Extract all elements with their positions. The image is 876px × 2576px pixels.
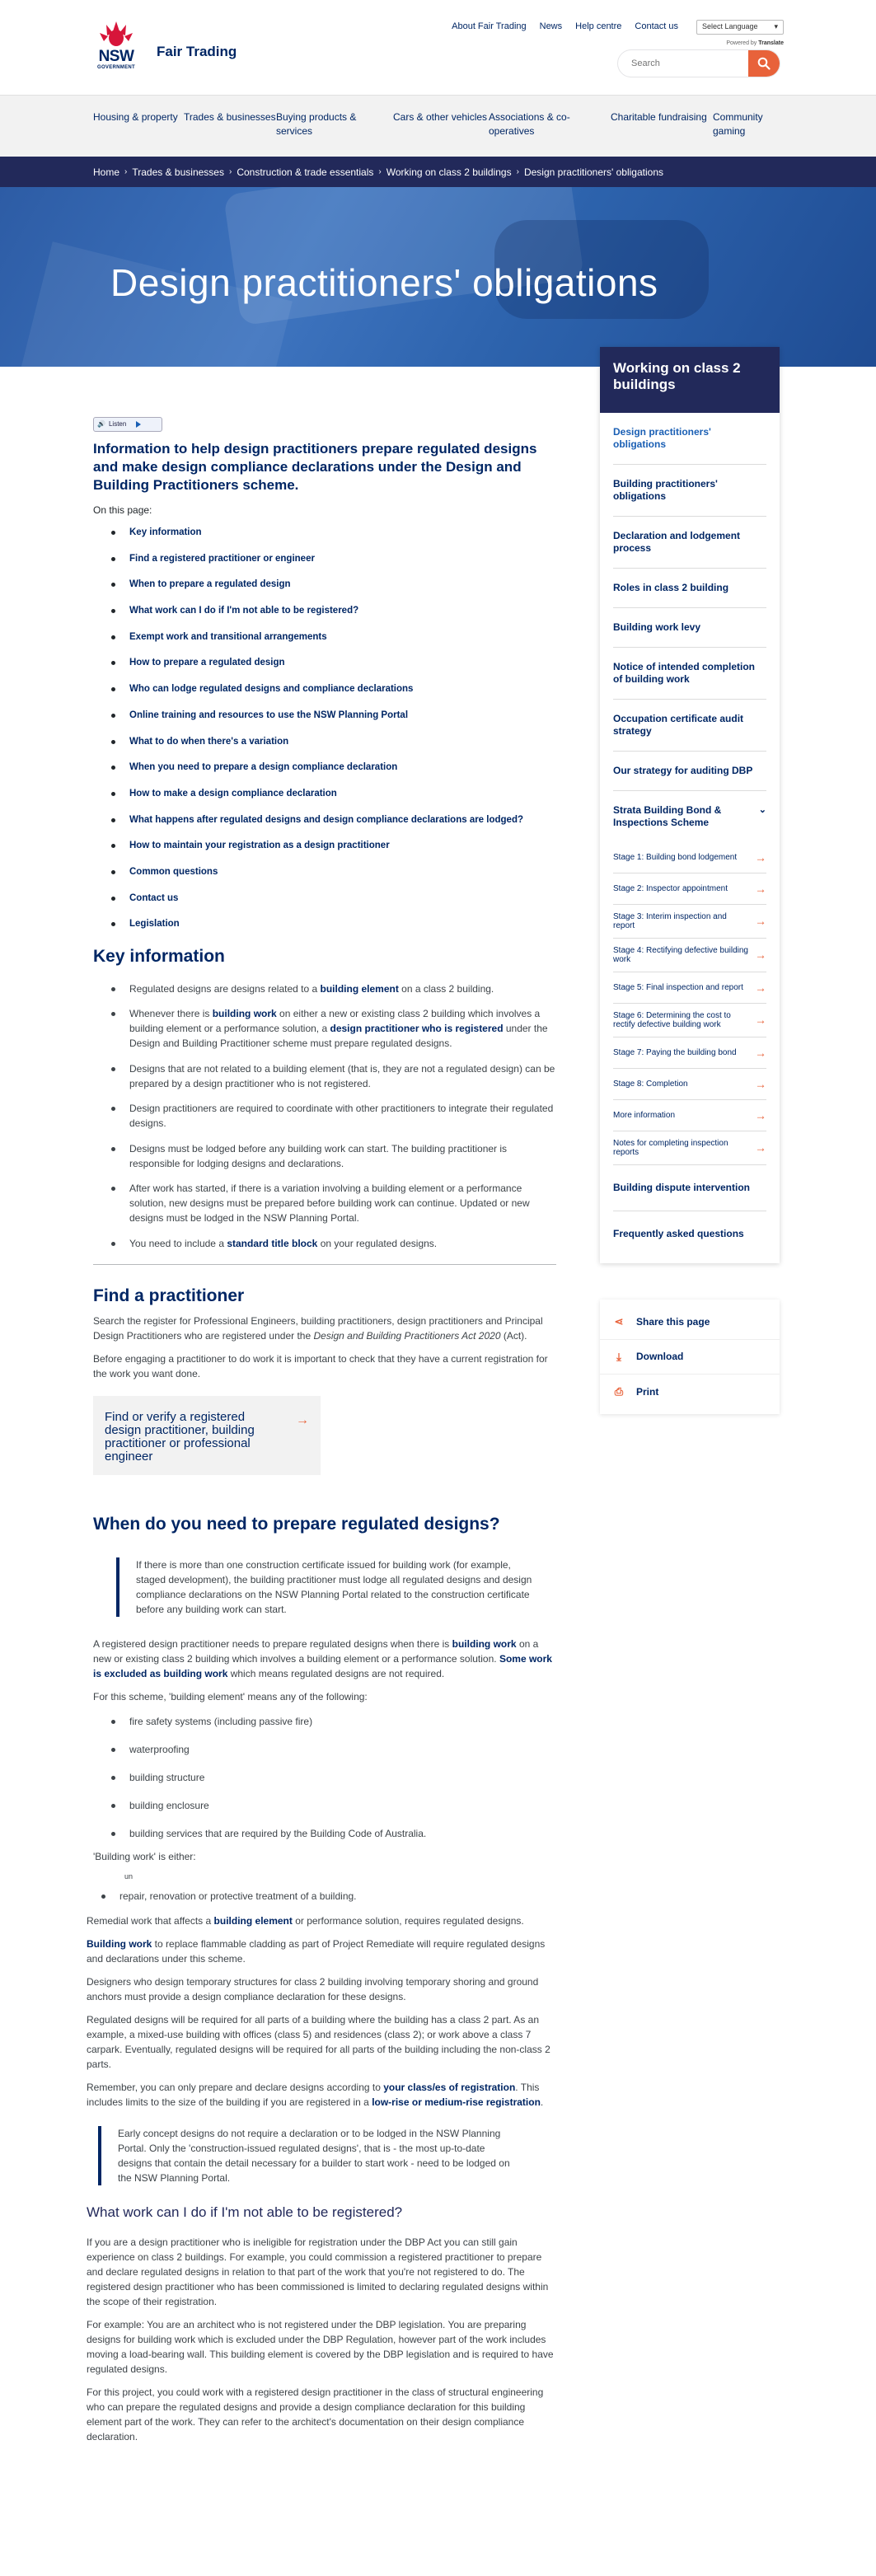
nav-cars-vehicles[interactable]: Cars & other vehicles <box>393 111 488 123</box>
search-icon <box>757 57 771 70</box>
callout-box: Early concept designs do not require a declaration or to be lodged in the NSW Planning Portal. Only the 'construction-issued regulated designs', that is - the most up-to-date designs that contain the detail necessary for a builder to start work - need to be lodged on the NSW Planning Portal. <box>98 2126 517 2185</box>
arrow-right-icon: → <box>755 1077 766 1090</box>
list-item: Designs must be lodged before any building work can start. The building practitioner is responsible for lodging designs and declarations. <box>111 1141 556 1171</box>
chevron-right-icon: › <box>124 167 128 176</box>
find-practitioner-card[interactable] <box>93 1396 321 1475</box>
powered-by-text: Powered by <box>726 40 757 46</box>
toc-link[interactable]: How to make a design compliance declaration <box>111 787 556 800</box>
speaker-icon: 🔊 <box>97 420 105 428</box>
list-item: waterproofing <box>111 1742 556 1757</box>
logo-text: NSW <box>98 48 134 65</box>
arrow-right-icon: → <box>755 948 766 962</box>
find-practitioner-text: Search the register for Professional Engineers, building practitioners, design practitioners and Principal Design Practitioners who are registered under the Design and Building Practitioners Act 2020 (Act). <box>93 1315 543 1342</box>
sidebar-subitem-stage-6[interactable]: Stage 6: Determining the cost to rectify defective building work → <box>613 1004 766 1037</box>
toc-link[interactable]: Contact us <box>111 892 556 905</box>
sidebar-subitem-stage-8[interactable]: Stage 8: Completion → <box>613 1069 766 1100</box>
link-excluded-work[interactable]: Some work is excluded as building work <box>93 1652 552 1679</box>
intro-text: Information to help design practitioners prepare regulated designs and make design compliance declarations under the Design and Building Practitioners scheme. <box>93 441 537 493</box>
sidebar-item-label: Strata Building Bond & Inspections Scheme <box>613 804 722 828</box>
link-standard-title-block[interactable]: standard title block <box>227 1237 318 1249</box>
sidebar-item-declaration-lodgement[interactable]: Declaration and lodgement process <box>613 517 766 569</box>
powered-by <box>726 40 784 49</box>
list-item: building services that are required by the Building Code of Australia. <box>111 1826 556 1841</box>
find-practitioner-note: Before engaging a practitioner to do work it is important to check that they have a current registration for the work you want done. <box>93 1353 548 1379</box>
key-information-heading: Key information <box>93 947 225 966</box>
search-button[interactable] <box>748 50 780 77</box>
main-content <box>87 367 556 2444</box>
print-button[interactable]: ⎙ Print <box>600 1375 780 1409</box>
page-title: Design practitioners' obligations <box>110 261 658 304</box>
paragraph: If you are a design practitioner who is ineligible for registration under the DBP Act you can still gain experience on class 2 buildings. For example, you could commission a registered practitioner to prepare and declare regulated designs in relation to that part of the work that you're not registered to do. The registered design practitioner who has been commissioned is limited to declaring regulated designs within the scope of their registration. <box>87 2236 549 2307</box>
on-this-page-list <box>111 526 556 930</box>
sidebar-item-notice-completion[interactable]: Notice of intended completion of building work <box>613 648 766 700</box>
sidebar-item-auditing-dbp[interactable]: Our strategy for auditing DBP <box>613 752 766 791</box>
play-icon <box>136 421 141 428</box>
nsw-government-logo[interactable] <box>93 20 139 71</box>
divider <box>93 1264 556 1265</box>
arrow-right-icon: → <box>755 1140 766 1155</box>
sidebar-item-occupation-certificate[interactable]: Occupation certificate audit strategy <box>613 700 766 752</box>
arrow-right-icon: → <box>755 1108 766 1122</box>
sidebar-subitem-stage-5[interactable]: Stage 5: Final inspection and report → <box>613 972 766 1004</box>
sidebar-subitem-inspection-notes[interactable]: Notes for completing inspection reports → <box>613 1131 766 1165</box>
chevron-right-icon: › <box>516 167 519 176</box>
paragraph: Remember, you can only prepare and declare designs according to your class/es of registration. This includes limits to the size of the building if you are registered in a low-rise or medium-rise registration. <box>87 2082 544 2108</box>
logo-subtext: GOVERNMENT <box>96 65 135 70</box>
breadcrumb-home[interactable]: Home <box>93 166 120 178</box>
arrow-right-icon: → <box>755 1046 766 1059</box>
link-building-work[interactable]: building work <box>212 1008 277 1019</box>
link-low-medium-rise[interactable]: low-rise or medium-rise registration <box>372 2096 541 2108</box>
breadcrumb-current: Design practitioners' obligations <box>523 166 664 178</box>
sidebar-item-building-work-levy[interactable]: Building work levy <box>613 608 766 648</box>
list-item: building structure <box>111 1770 556 1785</box>
sidebar-subitem-stage-7[interactable]: Stage 7: Paying the building bond → <box>613 1037 766 1069</box>
link-building-work[interactable]: Building work <box>87 1938 152 1950</box>
language-select-value: Select Language <box>702 22 758 31</box>
sidebar-item-dispute-intervention[interactable]: Building dispute intervention <box>613 1165 766 1211</box>
sidebar-item-faq[interactable]: Frequently asked questions <box>613 1228 744 1239</box>
arrow-right-icon: → <box>755 1013 766 1027</box>
hero-banner <box>0 187 876 367</box>
arrow-right-icon: → <box>755 914 766 928</box>
toc-link[interactable]: Who can lodge regulated designs and compliance declarations <box>111 682 556 696</box>
toc-link[interactable]: Find a registered practitioner or engineer <box>111 552 556 565</box>
listen-button[interactable] <box>93 417 162 432</box>
sidebar-item-roles[interactable]: Roles in class 2 building <box>613 569 766 608</box>
paragraph: Building work to replace flammable cladding as part of Project Remediate will require regulated designs and declarations under this scheme. <box>87 1938 546 1965</box>
when-regulated-designs-heading: When do you need to prepare regulated designs? <box>93 1515 500 1534</box>
on-this-page-label: On this page: <box>93 504 152 516</box>
link-building-work[interactable]: building work <box>452 1637 517 1650</box>
sidebar-subitem-more-info[interactable]: More information → <box>613 1100 766 1131</box>
chevron-down-icon: ▾ <box>774 22 778 31</box>
arrow-right-icon: → <box>755 882 766 895</box>
toc-link[interactable]: Key information <box>111 526 556 539</box>
paragraph: Remedial work that affects a building element or performance solution, requires regulated designs. <box>87 1915 524 1927</box>
toc-link[interactable]: How to prepare a regulated design <box>111 656 556 669</box>
utility-links <box>452 20 678 34</box>
key-information-list <box>111 981 556 1251</box>
toc-link[interactable]: How to maintain your registration as a design practitioner <box>111 839 556 852</box>
building-element-list <box>111 1714 556 1841</box>
nav-housing-property[interactable]: Housing & property <box>93 111 178 123</box>
search-form <box>617 49 780 77</box>
sidebar-subitem-stage-2[interactable]: Stage 2: Inspector appointment → <box>613 873 766 905</box>
stray-text: un <box>124 1871 134 1880</box>
list-item: repair, renovation or protective treatment of a building. <box>101 1889 556 1904</box>
find-practitioner-card-title: Find or verify a registered design practitioner, building practitioner or professional engineer <box>105 1410 255 1464</box>
site-title[interactable]: Fair Trading <box>157 44 237 59</box>
link-about[interactable]: About Fair Trading <box>452 21 527 31</box>
nav-trades-businesses[interactable]: Trades & businesses <box>184 111 276 123</box>
download-icon: ⤓ <box>616 1350 621 1363</box>
nav-associations[interactable]: Associations & co-operatives <box>489 111 570 137</box>
find-practitioner-heading: Find a practitioner <box>93 1286 245 1305</box>
share-icon: ⋖ <box>614 1315 624 1328</box>
chevron-right-icon: › <box>378 167 382 176</box>
nav-charitable-fundraising[interactable]: Charitable fundraising <box>611 111 707 123</box>
list-item: fire safety systems (including passive fire) <box>111 1714 556 1729</box>
paragraph: Regulated designs will be required for all parts of a building where the building has a class 2 part. As an example, a mixed-use building with offices (class 5) and residences (class 2); or work above a class 7 carpark. Eventually, regulated designs will be required for all parts of the building including the non-class 2 parts. <box>87 2014 550 2070</box>
breadcrumb-construction[interactable]: Construction & trade essentials <box>237 166 374 178</box>
nav-buying-products[interactable]: Buying products & services <box>276 111 357 137</box>
nav-community-gaming[interactable]: Community gaming <box>713 111 763 137</box>
sidebar-subitem-stage-3[interactable]: Stage 3: Interim inspection and report → <box>613 905 766 939</box>
section-navigation-heading[interactable]: Working on class 2 buildings <box>600 347 780 413</box>
listen-label: Listen <box>108 420 127 428</box>
toc-link[interactable]: When you need to prepare a design compliance declaration <box>111 761 556 774</box>
toc-link[interactable]: Online training and resources to use the NSW Planning Portal <box>111 709 556 722</box>
section-navigation <box>600 347 780 1263</box>
paragraph: A registered design practitioner needs to prepare regulated designs when there is building work on a new or existing class 2 building which involves a building element or a performance solution. Some work is excluded as building work which means regulated designs are not required. <box>93 1637 552 1679</box>
link-building-element[interactable]: building element <box>213 1915 293 1927</box>
list-item: Designs that are not related to a building element (that is, they are not a regulated design) can be prepared by a design practitioner who is not registered. <box>111 1061 556 1091</box>
toc-link[interactable]: Exempt work and transitional arrangements <box>111 630 556 644</box>
toc-link[interactable]: What to do when there's a variation <box>111 735 556 748</box>
link-class-of-registration[interactable]: your class/es of registration <box>383 2082 516 2093</box>
waratah-icon <box>96 20 136 49</box>
link-contact[interactable]: Contact us <box>635 21 678 31</box>
paragraph: Designers who design temporary structures for class 2 building involving temporary shoring and ground anchors must provide a design compliance declaration for these designs. <box>87 1976 539 2002</box>
breadcrumb <box>0 157 876 187</box>
main-navigation <box>0 95 876 157</box>
list-item: After work has started, if there is a variation involving a building element or a performance solution, new designs must be prepared before building work can continue. Updated or new designs must be lodged in the NSW Planning Portal. <box>111 1181 556 1225</box>
download-button[interactable]: ⤓ Download <box>600 1340 780 1375</box>
paragraph: 'Building work' is either: <box>93 1850 196 1862</box>
toc-link[interactable]: What happens after regulated designs and design compliance declarations are lodged? <box>111 813 556 827</box>
site-header <box>0 0 876 95</box>
sidebar-item-strata-bond[interactable] <box>613 791 766 842</box>
sidebar-item-building-practitioners[interactable]: Building practitioners' obligations <box>613 465 766 517</box>
list-item: building enclosure <box>111 1798 556 1813</box>
arrow-right-icon: → <box>296 1413 309 1427</box>
not-registered-heading: What work can I do if I'm not able to be registered? <box>87 2204 403 2220</box>
search-input[interactable] <box>618 50 742 77</box>
print-icon: ⎙ <box>614 1385 624 1398</box>
link-help-centre[interactable]: Help centre <box>575 21 622 31</box>
list-item: You need to include a standard title block on your regulated designs. <box>111 1236 556 1251</box>
breadcrumb-trades[interactable]: Trades & businesses <box>132 166 224 178</box>
toc-link[interactable]: Legislation <box>111 917 556 930</box>
chevron-right-icon: › <box>228 167 232 176</box>
link-registered-practitioner[interactable]: design practitioner who is registered <box>330 1023 504 1034</box>
sidebar-item-design-practitioners[interactable]: Design practitioners' obligations <box>613 413 766 465</box>
breadcrumb-class2[interactable]: Working on class 2 buildings <box>386 166 512 178</box>
callout-box: If there is more than one construction certificate issued for building work (for example, staged development), the building practitioner must lodge all regulated designs and design compliance declarations on the NSW Planning Portal related to the construction certificate before any building work can start. <box>116 1557 535 1617</box>
language-select[interactable] <box>696 20 784 35</box>
list-item: Whenever there is building work on either a new or existing class 2 building which involves a building element or a performance solution, a design practitioner who is registered under the Design and Building Practitioner scheme must prepare regulated designs. <box>111 1006 556 1051</box>
paragraph: For this scheme, 'building element' means any of the following: <box>93 1690 368 1703</box>
link-news[interactable]: News <box>539 21 563 31</box>
link-building-element[interactable]: building element <box>320 982 399 995</box>
sidebar-subitem-stage-4[interactable]: Stage 4: Rectifying defective building work → <box>613 939 766 972</box>
page-actions <box>600 1300 780 1414</box>
toc-link[interactable]: What work can I do if I'm not able to be registered? <box>111 604 556 617</box>
building-work-list <box>101 1889 556 1904</box>
arrow-right-icon: → <box>755 981 766 994</box>
paragraph: For example: You are an architect who is not registered under the DBP legislation. You are preparing designs for building work which is excluded under the DBP Regulation, however part of the work includes moving a load-bearing wall. This building element is covered by the DBP legislation and is required to have regulated designs. <box>87 2318 554 2375</box>
list-item: Regulated designs are designs related to a building element on a class 2 building. <box>111 981 556 996</box>
toc-link[interactable]: When to prepare a regulated design <box>111 578 556 591</box>
share-button[interactable]: ⋖ Share this page <box>600 1304 780 1340</box>
toc-link[interactable]: Common questions <box>111 865 556 878</box>
sidebar-subitem-stage-1[interactable]: Stage 1: Building bond lodgement → <box>613 842 766 873</box>
arrow-right-icon: → <box>755 850 766 864</box>
paragraph: For this project, you could work with a registered design practitioner in the class of structural engineering who can prepare the regulated designs and provide a design compliance declaration for this building element part of the work. They can refer to the architect's documentation on their design compliance declaration. <box>87 2386 544 2443</box>
translate-link[interactable]: Translate <box>758 40 784 46</box>
list-item: Design practitioners are required to coordinate with other practitioners to integrate their regulated designs. <box>111 1101 556 1131</box>
sidebar <box>600 347 780 1414</box>
chevron-down-icon[interactable]: ⌄ <box>758 805 766 815</box>
